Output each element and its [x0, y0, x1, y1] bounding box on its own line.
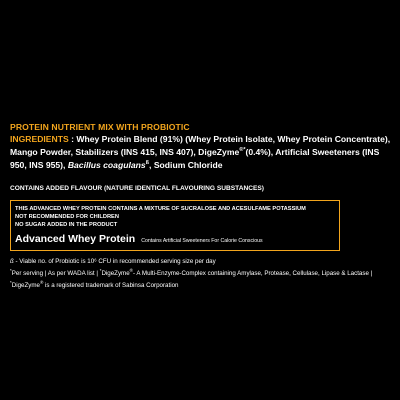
- bacillus-name: Bacillus coagulans: [67, 160, 146, 170]
- product-heading: PROTEIN NUTRIENT MIX WITH PROBIOTIC: [10, 122, 190, 132]
- warning-line-3: NO SUGAR ADDED IN THE PRODUCT: [15, 222, 118, 228]
- footnote-beta: ß: [10, 258, 14, 265]
- ingredients-part-1: Whey Protein Blend (91%) (Whey Protein Isolate, Whey Protein Concentrate), Mango Powder, Stabilizers (INS 415, INS 407), DigeZyme: [10, 134, 391, 157]
- brand-note: Contains Artificial Sweeteners For Calorie Conscious: [141, 238, 263, 244]
- beta-mark: ß: [145, 160, 150, 166]
- ingredients-part-2: (0.4%), Artificial Sweeteners (INS 950, INS 955),: [10, 147, 380, 170]
- asterisk-mark: *: [243, 147, 246, 153]
- footnote-asterisk-1: *: [10, 268, 12, 273]
- footnote-serving-text: Per serving | As per WADA list |: [11, 270, 100, 277]
- label-block: [10, 122, 392, 290]
- footnote-trademark-text: is a registered trademark of Sabinsa Corporation: [43, 282, 179, 289]
- ingredients-label: INGREDIENTS: [10, 134, 69, 144]
- footnote-reg-2: ®: [39, 280, 44, 285]
- footnote-enzyme-text: - A Multi-Enzyme-Complex containing Amylase, Protease, Cellulase, Lipase & Lactase |: [132, 270, 373, 277]
- ingredients-part-3: , Sodium Chloride: [149, 160, 223, 170]
- ingredients-separator: :: [68, 134, 77, 144]
- footnote-enzyme: [10, 266, 392, 290]
- footnotes: [10, 257, 392, 290]
- footnote-asterisk-2: *: [99, 268, 102, 273]
- ingredients-text: [10, 134, 392, 171]
- flavour-note: CONTAINS ADDED FLAVOUR (NATURE IDENTICAL FLAVOURING SUBSTANCES): [10, 185, 264, 192]
- warning-box: [10, 200, 340, 251]
- footnote-digezyme-2: DigeZyme: [11, 282, 40, 289]
- warning-line-1: THIS ADVANCED WHEY PROTEIN CONTAINS A MIXTURE OF SUCRALOSE AND ACESULFAME POTASSIUM: [15, 206, 306, 212]
- footnote-probiotic-text: - Viable no. of Probiotic is 10⁶ CFU in recommended serving size per day: [13, 258, 216, 265]
- registered-mark: ®: [239, 147, 244, 153]
- brand-name: Advanced Whey Protein: [15, 233, 136, 245]
- brand-row: [15, 233, 335, 245]
- footnote-probiotic: [10, 257, 392, 266]
- footnote-digezyme-1: DigeZyme: [101, 270, 130, 277]
- warning-line-2: NOT RECOMMENDED FOR CHILDREN: [15, 214, 119, 220]
- footnote-asterisk-3: *: [10, 280, 12, 285]
- footnote-reg-1: ®: [129, 268, 133, 273]
